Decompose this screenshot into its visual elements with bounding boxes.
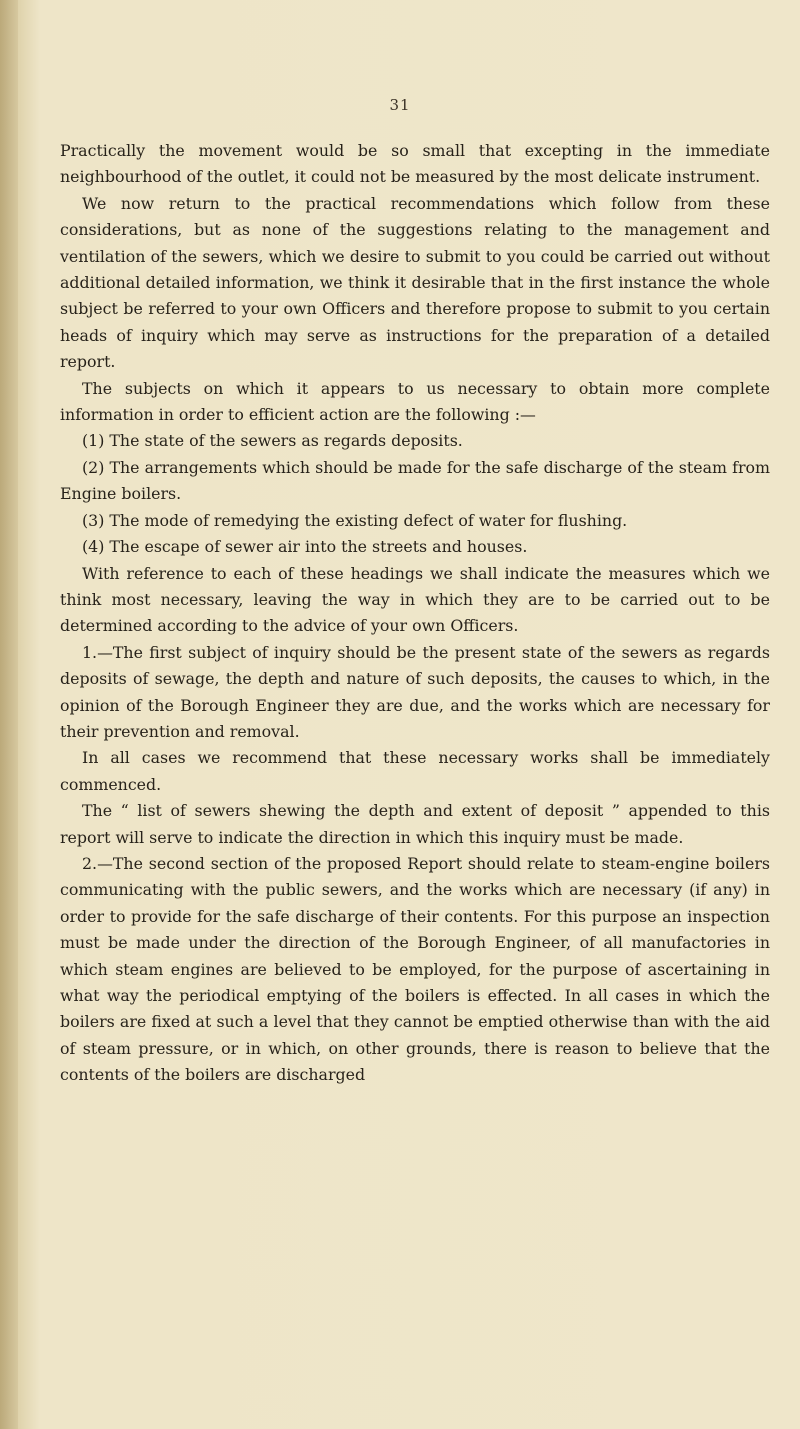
paragraph: In all cases we recommend that these necessary works shall be immediately commenced. — [60, 748, 770, 794]
paragraph: Practically the movement would be so small that excepting in the immediate neighbourhood of the outlet, it could not be measured by the most delicate instrument. — [60, 141, 770, 187]
body-text — [60, 138, 770, 1089]
list-item: (1) The state of the sewers as regards deposits. — [82, 431, 463, 451]
paragraph: The “ list of sewers shewing the depth and extent of deposit ” appended to this report will serve to indicate the direction in which this inquiry must be made. — [60, 801, 770, 847]
list-item: (4) The escape of sewer air into the streets and houses. — [82, 537, 528, 557]
paragraph: The subjects on which it appears to us necessary to obtain more complete information in order to efficient action are the following :— — [60, 378, 770, 425]
paragraph: 2.—The second section of the proposed Report should relate to steam-engine boilers communicating with the public sewers, and the works which are necessary (if any) in order to provide for the safe discharge of their contents. For this purpose an inspection must be made under the direction of the Borough Engineer, of all manufactories in which steam engines are believed to be employed, for the purpose of ascertaining in what way the periodical emptying of the boilers is effected. In all cases in which the boilers are fixed at such a level that they cannot be emptied otherwise than with the aid of steam pressure, or in which, on other grounds, there is reason to believe that the contents of the boilers are discharged — [60, 853, 770, 1085]
binding-edge — [0, 0, 18, 1429]
list-item: (2) The arrangements which should be made for the safe discharge of the steam from Engine boilers. — [60, 457, 770, 504]
paragraph: We now return to the practical recommendations which follow from these considerations, but as none of the suggestions relating to the management and ventilation of the sewers, which we desire to submit to you could be carried out without additional detailed information, we think it desirable that in the first instance the whole subject be referred to your own Officers and therefore propose to submit to you certain heads of inquiry which may serve as instructions for the preparation of a detailed report. — [60, 193, 770, 372]
paragraph: 1.—The first subject of inquiry should be the present state of the sewers as regards deposits of sewage, the depth and nature of such deposits, the causes to which, in the opinion of the Borough Engineer they are due, and the works which are necessary for their prevention and removal. — [60, 642, 770, 741]
paragraph: With reference to each of these headings we shall indicate the measures which we think most necessary, leaving the way in which they are to be carried out to be determined according to the advice of your own Officers. — [60, 563, 770, 636]
page-number: 31 — [389, 96, 411, 114]
list-item: (3) The mode of remedying the existing defect of water for flushing. — [82, 510, 628, 530]
